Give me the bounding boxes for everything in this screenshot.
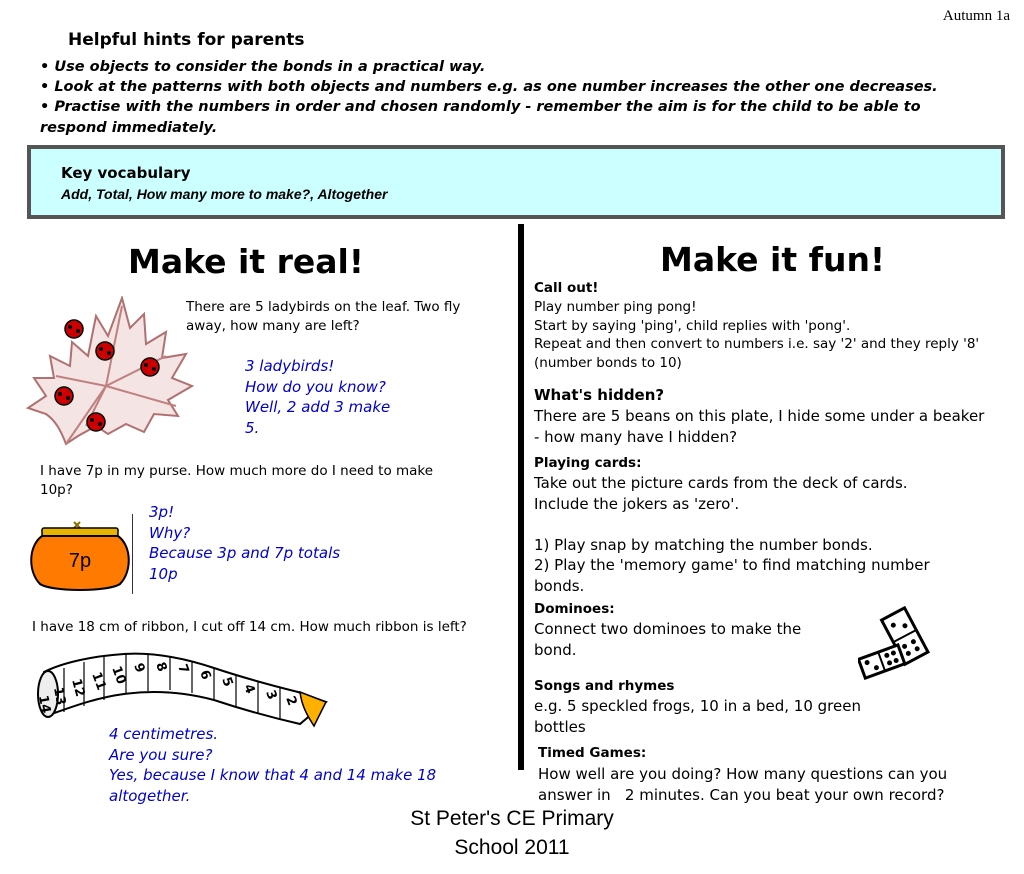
purse-question-line-1: I have 7p in my purse. How much more do I need to make <box>40 463 434 479</box>
purse-bracket <box>132 514 141 594</box>
tape-number: 5 <box>218 675 236 689</box>
ladybird-answer-line: 3 ladybirds! <box>245 357 335 375</box>
ladybird-question-line-2: away, how many are left? <box>186 318 360 334</box>
cards-line: bonds. <box>534 576 585 595</box>
hidden-title: What's hidden? <box>534 386 665 404</box>
tape-number: 13 <box>50 686 68 707</box>
footer <box>362 804 662 862</box>
vocab-words: Add, Total, How many more to make?, Altogether <box>61 186 388 202</box>
ribbon-answer <box>109 724 436 806</box>
purse-answer-line: 3p! <box>149 503 175 521</box>
callout-line: Repeat and then convert to numbers i.e. say '2' and they reply '8' <box>534 336 980 352</box>
purse-question-line-2: 10p? <box>40 482 73 498</box>
tape-number: 9 <box>130 661 148 675</box>
dominoes-text <box>534 619 801 660</box>
corner-label: Autumn 1a <box>942 8 1010 24</box>
leaf-ladybirds-image <box>26 296 194 452</box>
cards-line: Include the jokers as 'zero'. <box>534 494 740 513</box>
tape-number: 6 <box>196 668 214 682</box>
hint-bullet-2: • Look at the patterns with both objects and numbers e.g. as one number increases the other one decreases. <box>40 79 938 95</box>
make-it-real-heading: Make it real! <box>128 242 364 281</box>
timed-line: answer in 2 minutes. Can you beat your own record? <box>538 785 945 804</box>
footer-line-2: School 2011 <box>454 836 570 859</box>
songs-line: e.g. 5 speckled frogs, 10 in a bed, 10 green <box>534 697 861 715</box>
ladybird-answer-line: Well, 2 add 3 make <box>245 398 391 416</box>
ribbon-answer-line: Are you sure? <box>109 745 213 764</box>
hidden-text <box>534 406 984 447</box>
purse-answer-line: Why? <box>149 523 191 542</box>
callout-line: Play number ping pong! <box>534 299 697 315</box>
ladybird-answer-line: How do you know? <box>245 377 386 396</box>
cards-line <box>534 514 930 535</box>
dominoes-line: Connect two dominoes to make the <box>534 620 802 638</box>
tape-number: 12 <box>68 677 88 699</box>
tape-number: 3 <box>262 688 280 702</box>
ladybird-answer-line: 5. <box>245 418 260 437</box>
hint-bullet-3-cont: respond immediately. <box>40 120 218 136</box>
purse-label: 7p <box>68 550 92 572</box>
tape-number: 10 <box>108 664 129 687</box>
purse-answer-line: Because 3p and 7p totals <box>149 544 341 562</box>
ribbon-answer-line: Yes, because I know that 4 and 14 make 18 <box>109 766 437 784</box>
column-divider <box>518 224 524 770</box>
purse-answer <box>149 502 340 584</box>
callout-text <box>534 298 979 372</box>
vocab-title: Key vocabulary <box>61 164 191 182</box>
ribbon-question: I have 18 cm of ribbon, I cut off 14 cm. How much ribbon is left? <box>32 619 467 635</box>
vocab-box <box>27 145 1005 219</box>
tape-number: 7 <box>174 662 192 676</box>
dominoes-title: Dominoes: <box>534 601 615 617</box>
ribbon-answer-line: altogether. <box>109 786 191 805</box>
songs-text <box>534 696 861 737</box>
hint-bullet-1: • Use objects to consider the bonds in a practical way. <box>40 59 486 75</box>
tape-number: 2 <box>282 694 300 708</box>
dominoes-image <box>858 606 934 680</box>
tape-measure-image <box>34 648 330 728</box>
timed-line: How well are you doing? How many questions can you <box>538 765 948 783</box>
purse-answer-line: 10p <box>149 564 178 583</box>
cards-line: 1) Play snap by matching the number bonds. <box>534 535 873 554</box>
hidden-line: - how many have I hidden? <box>534 427 738 446</box>
ladybird-answer <box>245 356 390 438</box>
timed-title: Timed Games: <box>538 745 647 761</box>
dominoes-line: bond. <box>534 640 577 659</box>
songs-title: Songs and rhymes <box>534 678 675 694</box>
songs-line: bottles <box>534 717 586 736</box>
tape-number: 14 <box>35 694 53 715</box>
tape-number: 8 <box>152 660 170 674</box>
timed-text <box>538 764 947 805</box>
ribbon-answer-line: 4 centimetres. <box>109 725 219 743</box>
hints-title: Helpful hints for parents <box>68 30 305 50</box>
ladybird-question-line-1: There are 5 ladybirds on the leaf. Two fly <box>186 299 461 315</box>
hidden-line: There are 5 beans on this plate, I hide some under a beaker <box>534 407 985 425</box>
ladybird-question <box>186 298 460 336</box>
tape-number: 11 <box>88 670 109 693</box>
make-it-fun-heading: Make it fun! <box>660 240 886 279</box>
purse-question <box>40 462 433 500</box>
callout-line: Start by saying 'ping', child replies with 'pong'. <box>534 317 851 334</box>
callout-line: (number bonds to 10) <box>534 354 682 371</box>
footer-line-1: St Peter's CE Primary <box>410 807 614 830</box>
cards-line: Take out the picture cards from the deck of cards. <box>534 474 908 492</box>
cards-text <box>534 473 930 596</box>
tape-number: 4 <box>240 682 258 696</box>
callout-title: Call out! <box>534 280 599 296</box>
hint-bullet-3: • Practise with the numbers in order and chosen randomly - remember the aim is for the child to be able to <box>40 99 921 115</box>
purse-image <box>28 520 132 592</box>
cards-title: Playing cards: <box>534 455 642 471</box>
cards-line: 2) Play the 'memory game' to find matching number <box>534 556 930 574</box>
